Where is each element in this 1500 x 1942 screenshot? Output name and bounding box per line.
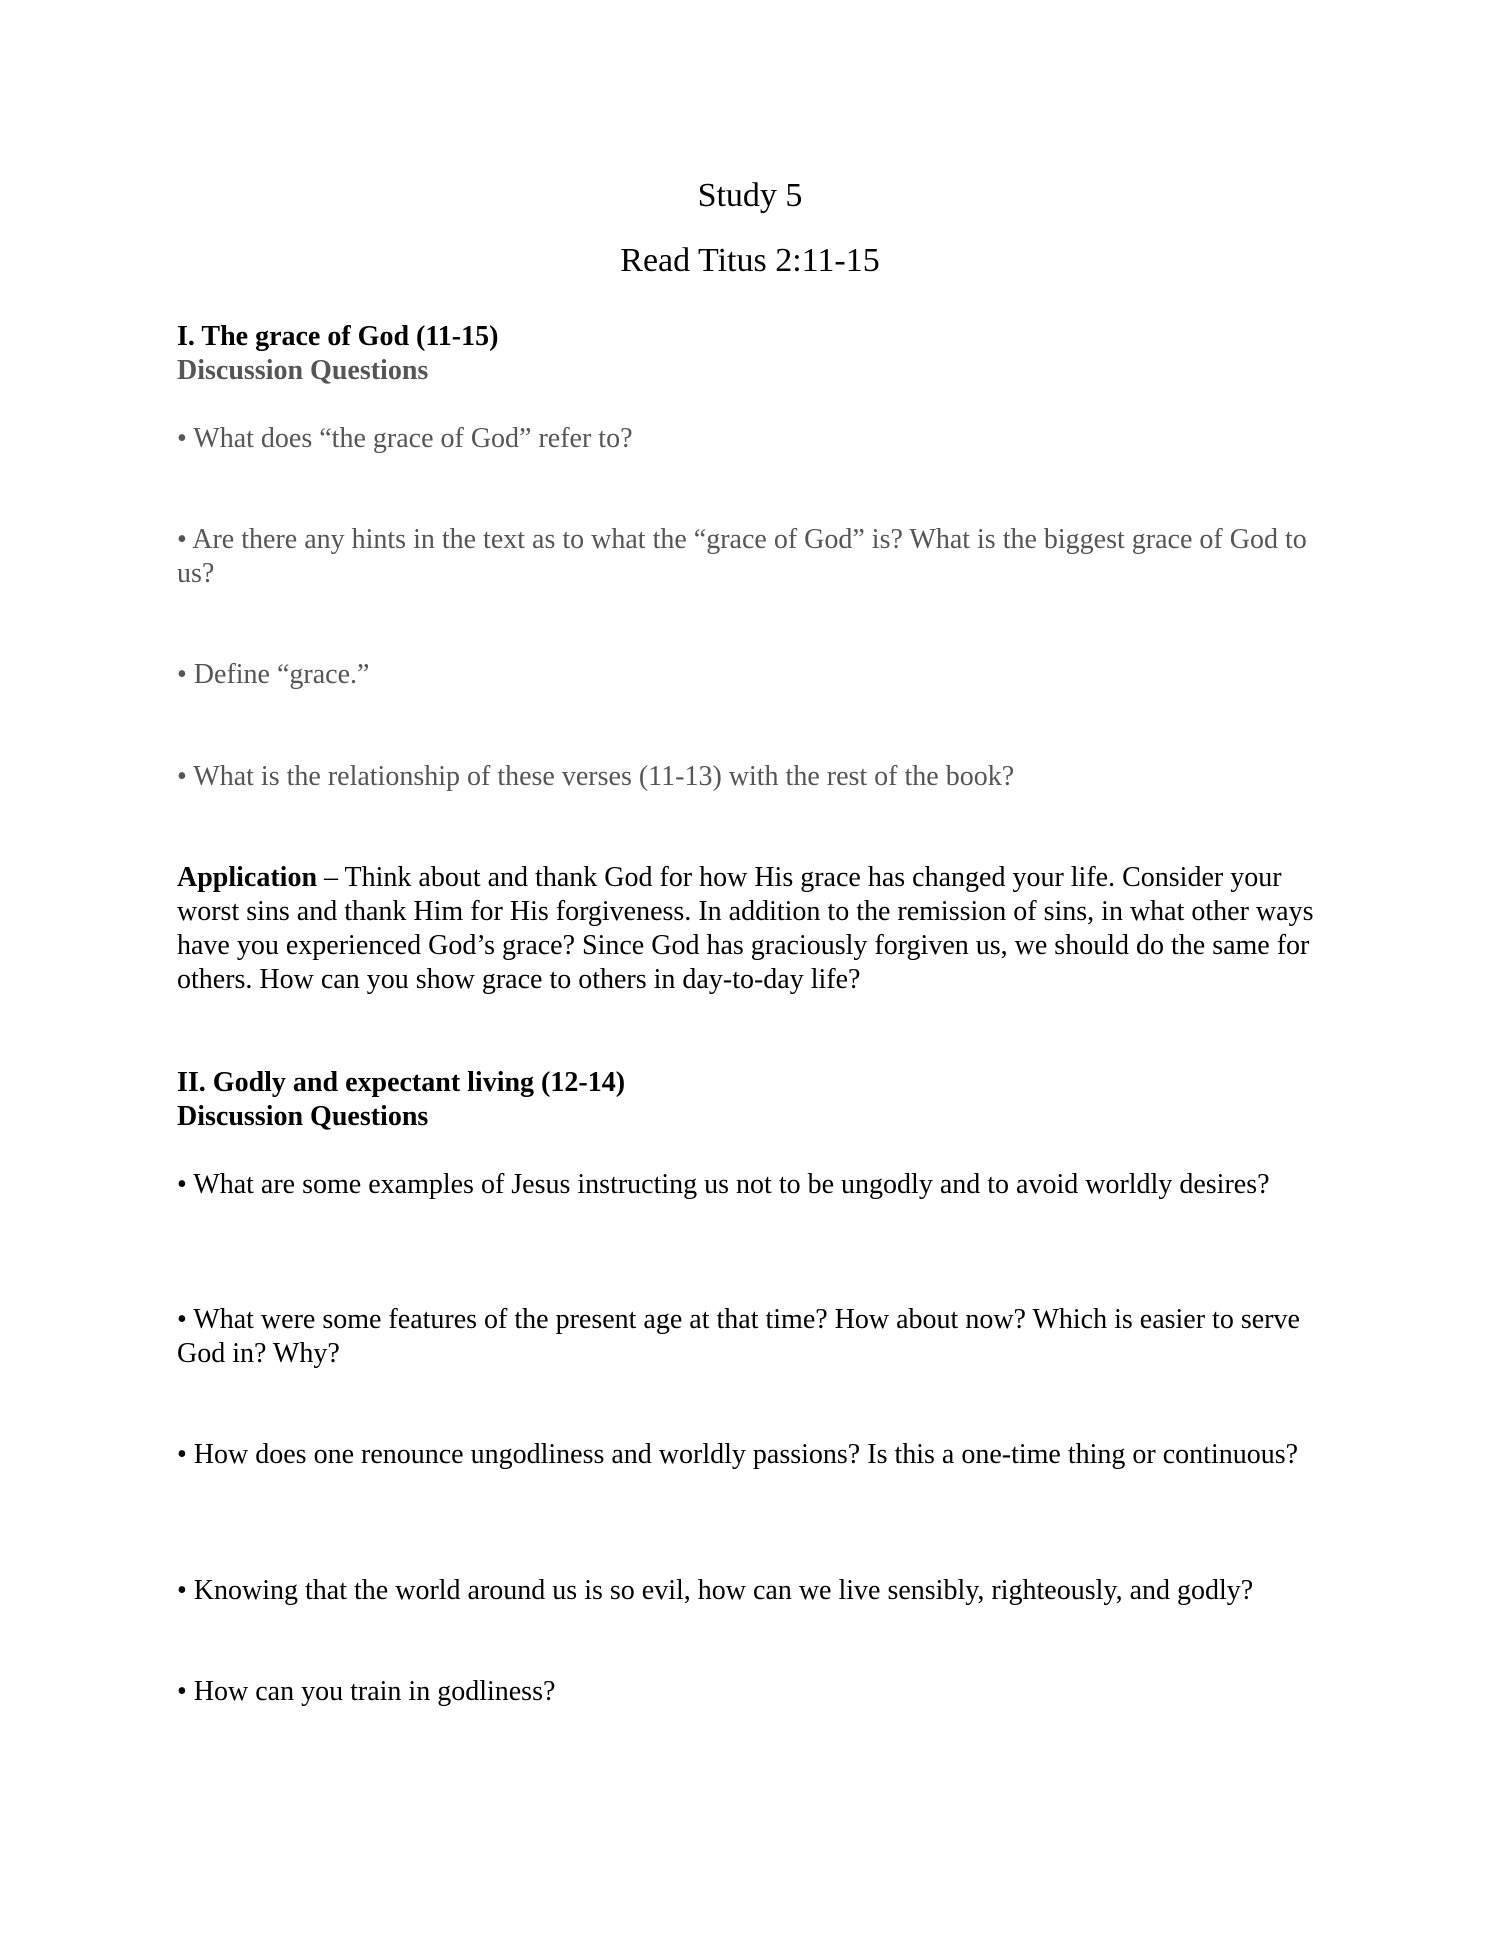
application-paragraph: [177, 861, 1337, 997]
section-2-question: • What were some features of the present age at that time? How about now? Which is easier to serve God in? Why?: [177, 1304, 1300, 1369]
section-2-header: [177, 1066, 1337, 1134]
application-text: – Think about and thank God for how His grace has changed your life. Consider your worst sins and thank Him for His forgiveness. In addition to the remission of sins, in what other ways have you experienced God’s grace? Since God has graciously forgiven us, we should do the same for others. How can you show grace to others in day-to-day life?: [177, 862, 1314, 995]
section-1-question: • Are there any hints in the text as to what the “grace of God” is? What is the biggest grace of God to us?: [177, 524, 1307, 589]
section-2-question: • How can you train in godliness?: [177, 1676, 556, 1707]
page-title: Study 5: [697, 177, 803, 214]
section-1-question: • What does “the grace of God” refer to?: [177, 423, 633, 454]
page-subtitle: Read Titus 2:11-15: [620, 242, 880, 279]
section-2-question: • What are some examples of Jesus instructing us not to be ungodly and to avoid worldly desires?: [177, 1169, 1270, 1200]
section-2-question: • How does one renounce ungodliness and worldly passions? Is this a one-time thing or continuous?: [177, 1439, 1299, 1470]
section-1-heading: I. The grace of God (11-15): [177, 321, 499, 352]
section-1-header: [177, 320, 1337, 388]
section-2-subheading: Discussion Questions: [177, 1101, 429, 1132]
section-2-question: • Knowing that the world around us is so evil, how can we live sensibly, righteously, and godly?: [177, 1575, 1254, 1606]
section-1-question: • What is the relationship of these verses (11-13) with the rest of the book?: [177, 761, 1015, 792]
application-label: Application: [177, 862, 318, 893]
section-1-question: • Define “grace.”: [177, 659, 370, 690]
section-2-heading: II. Godly and expectant living (12-14): [177, 1067, 626, 1098]
section-1-subheading: Discussion Questions: [177, 355, 429, 386]
